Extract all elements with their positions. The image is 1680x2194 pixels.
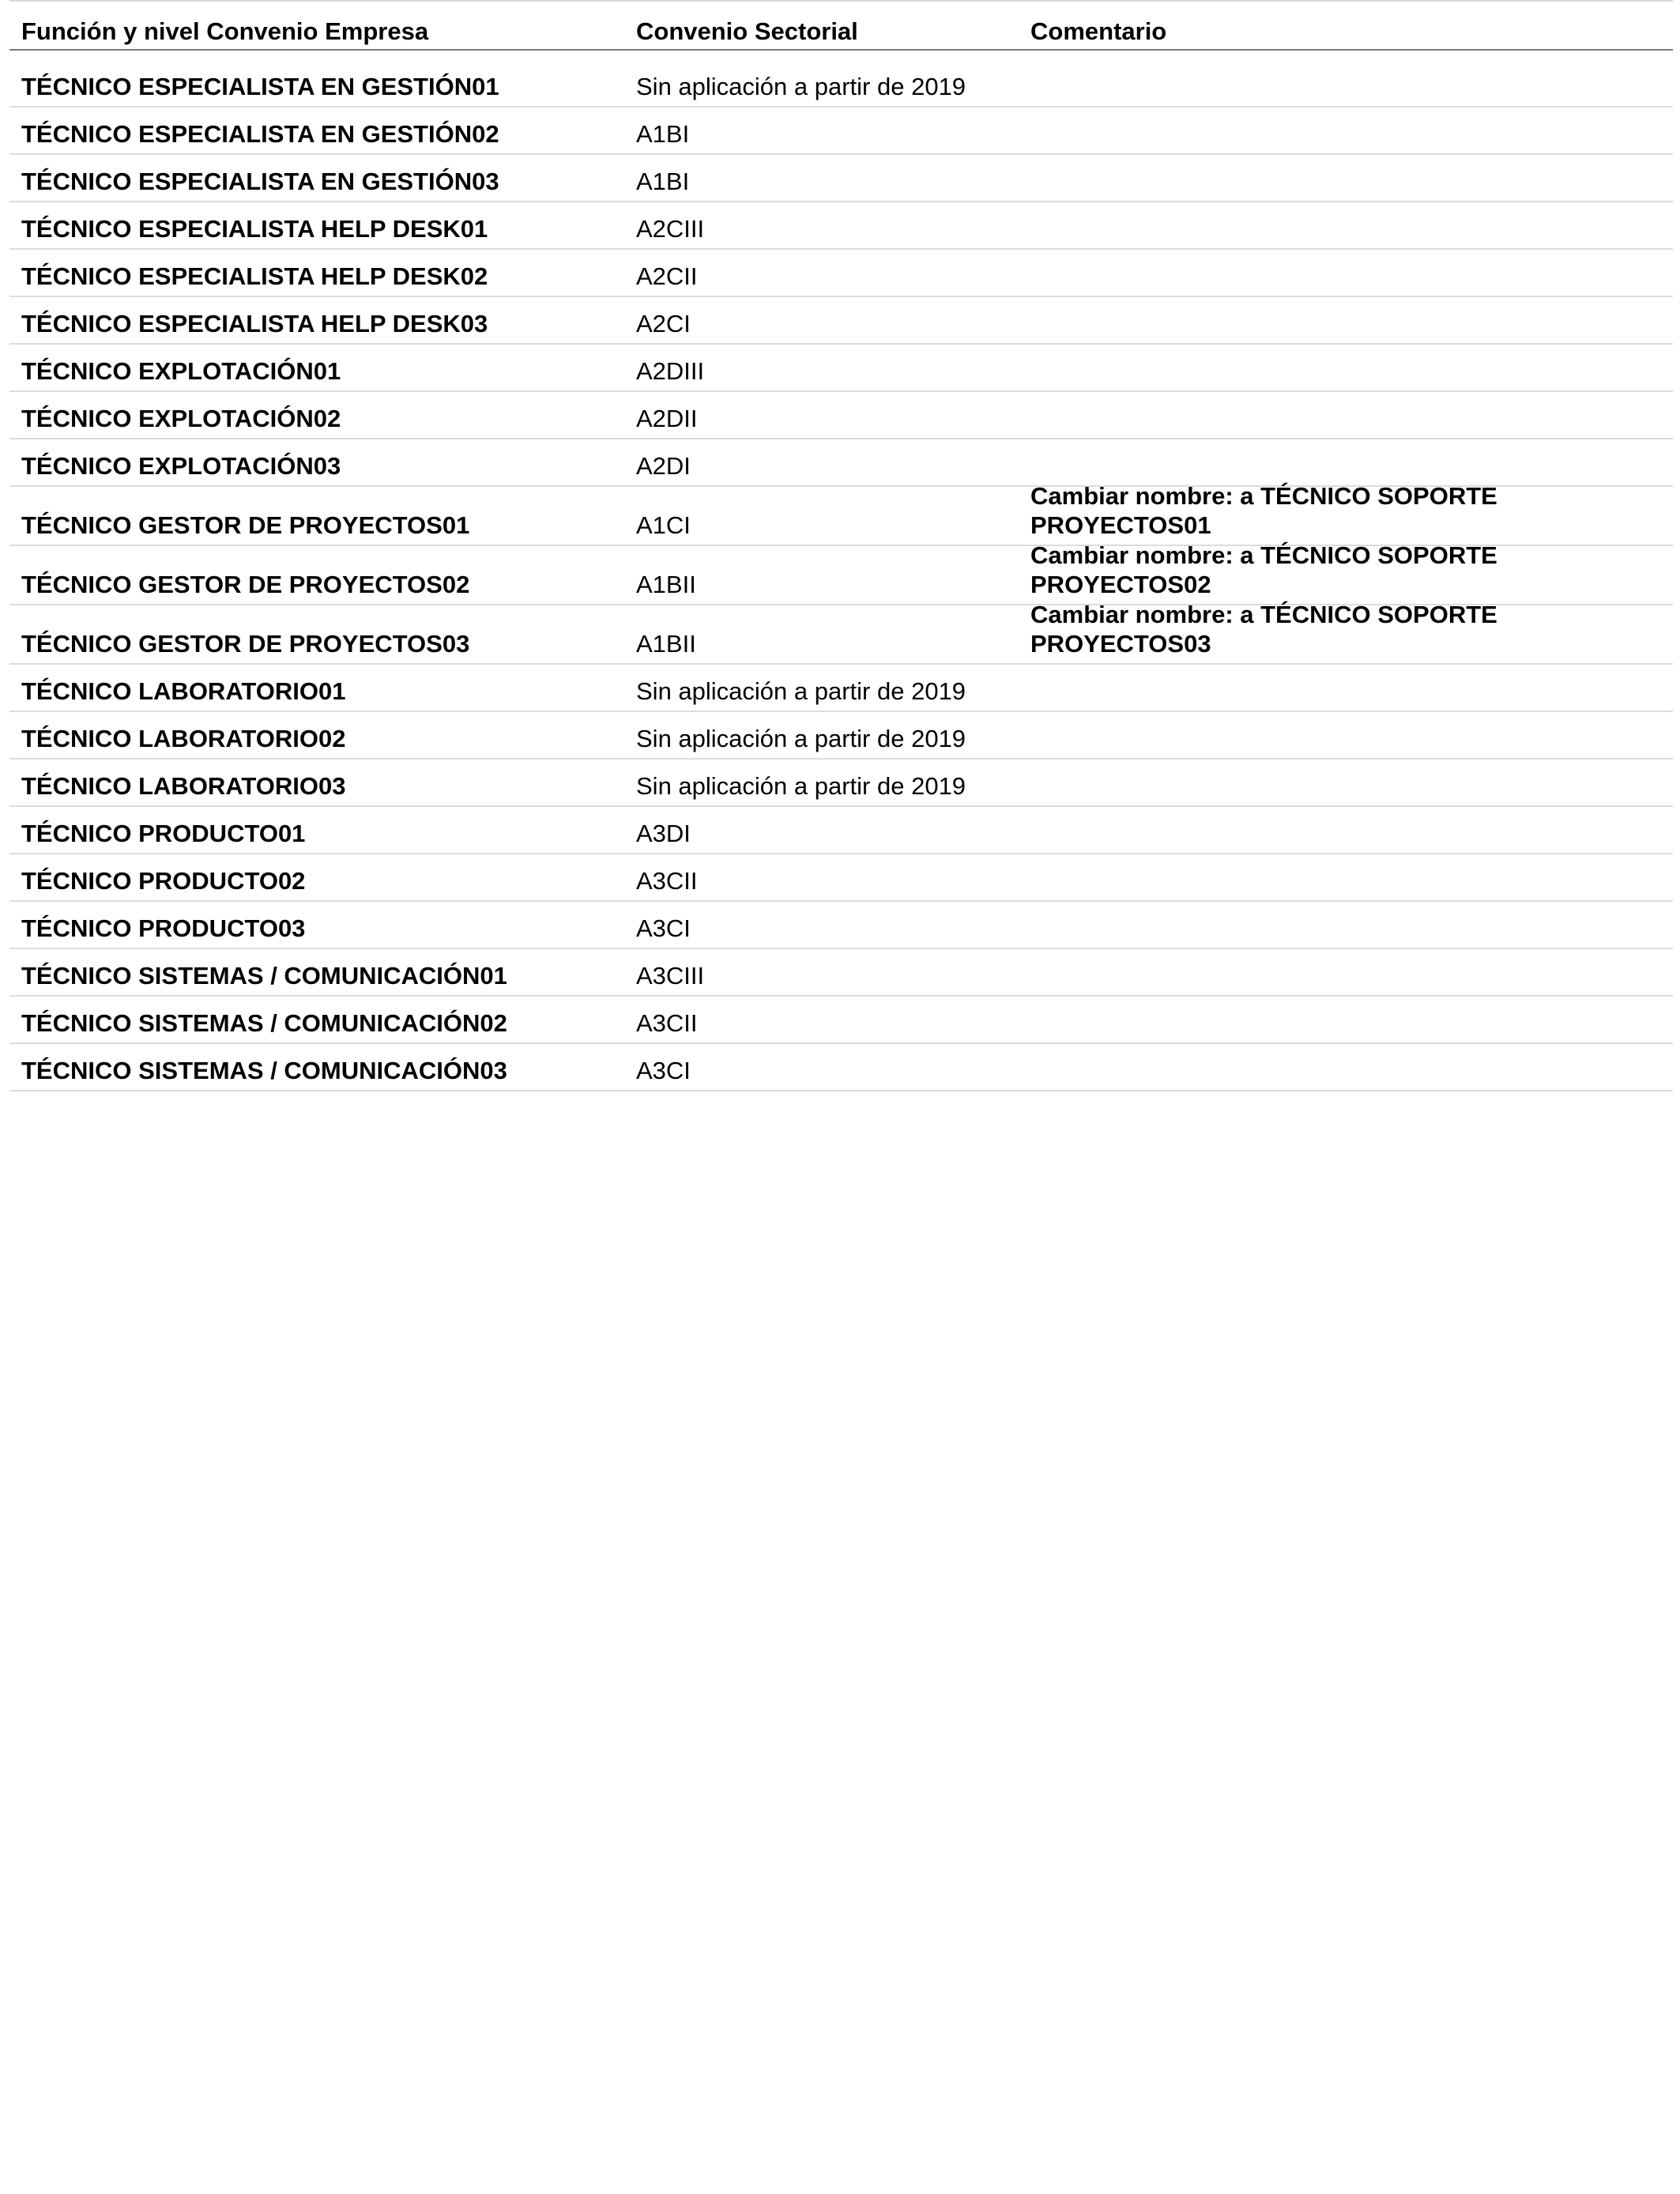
cell-funcion: TÉCNICO LABORATORIO03	[21, 772, 346, 800]
cell-funcion: TÉCNICO SISTEMAS / COMUNICACIÓN02	[21, 1009, 507, 1037]
cell-funcion: TÉCNICO PRODUCTO03	[21, 914, 306, 942]
cell-funcion: TÉCNICO SISTEMAS / COMUNICACIÓN01	[21, 962, 507, 990]
cell-sectorial: A2CII	[636, 262, 698, 290]
table-row	[9, 541, 1673, 605]
header-funcion: Función y nivel Convenio Empresa	[21, 17, 429, 45]
table-row	[9, 250, 1673, 297]
table-row	[9, 297, 1673, 345]
table-row	[9, 482, 1673, 546]
cell-funcion: TÉCNICO ESPECIALISTA EN GESTIÓN03	[21, 168, 499, 195]
table-row	[9, 202, 1673, 250]
table-row	[9, 902, 1673, 949]
table-row	[9, 949, 1673, 997]
table-row	[9, 601, 1673, 665]
cell-sectorial: Sin aplicación a partir de 2019	[636, 677, 966, 705]
table-row	[9, 439, 1673, 487]
header-spacer	[9, 51, 1673, 60]
table-row	[9, 392, 1673, 439]
header-comentario: Comentario	[1030, 17, 1167, 45]
cell-comentario: Cambiar nombre: a TÉCNICO SOPORTE PROYECTOS03	[1030, 601, 1497, 658]
table-row	[9, 107, 1673, 155]
table-row	[9, 807, 1673, 854]
table-row	[9, 760, 1673, 807]
cell-funcion: TÉCNICO ESPECIALISTA EN GESTIÓN01	[21, 73, 499, 100]
table-row	[9, 997, 1673, 1044]
cell-funcion: TÉCNICO ESPECIALISTA HELP DESK03	[21, 310, 488, 337]
cell-sectorial: A3CI	[636, 1057, 691, 1084]
table-row	[9, 665, 1673, 712]
cell-sectorial: A3CII	[636, 1009, 698, 1037]
cell-funcion: TÉCNICO EXPLOTACIÓN03	[21, 452, 341, 480]
table-row	[9, 345, 1673, 392]
cell-sectorial: A2CIII	[636, 215, 705, 243]
table-row	[9, 712, 1673, 760]
table-row	[9, 1044, 1673, 1091]
cell-sectorial: Sin aplicación a partir de 2019	[636, 73, 966, 100]
cell-sectorial: A1BII	[636, 630, 696, 658]
cell-sectorial: A3DI	[636, 820, 691, 847]
cell-sectorial: Sin aplicación a partir de 2019	[636, 725, 966, 752]
cell-funcion: TÉCNICO GESTOR DE PROYECTOS02	[21, 571, 470, 598]
cell-sectorial: A2DIII	[636, 357, 705, 385]
cell-sectorial: A1CI	[636, 511, 691, 539]
cell-sectorial: A3CII	[636, 867, 698, 895]
cell-funcion: TÉCNICO GESTOR DE PROYECTOS03	[21, 630, 470, 658]
header-sectorial: Convenio Sectorial	[636, 17, 858, 45]
cell-sectorial: A1BI	[636, 168, 690, 195]
cell-sectorial: A2DI	[636, 452, 691, 480]
cell-sectorial: A2CI	[636, 310, 691, 337]
cell-sectorial: Sin aplicación a partir de 2019	[636, 772, 966, 800]
table-row	[9, 155, 1673, 202]
cell-sectorial: A1BI	[636, 120, 690, 148]
cell-sectorial: A3CI	[636, 914, 691, 942]
cell-funcion: TÉCNICO LABORATORIO01	[21, 677, 346, 705]
cell-funcion: TÉCNICO GESTOR DE PROYECTOS01	[21, 511, 470, 539]
table-row	[9, 60, 1673, 107]
cell-sectorial: A3CIII	[636, 962, 705, 990]
cell-comentario: Cambiar nombre: a TÉCNICO SOPORTE PROYECTOS02	[1030, 541, 1497, 598]
table-header-row	[9, 2, 1673, 51]
cell-funcion: TÉCNICO ESPECIALISTA HELP DESK02	[21, 262, 488, 290]
cell-sectorial: A1BII	[636, 571, 696, 598]
cell-funcion: TÉCNICO PRODUCTO02	[21, 867, 306, 895]
cell-funcion: TÉCNICO EXPLOTACIÓN02	[21, 405, 341, 432]
cell-comentario: Cambiar nombre: a TÉCNICO SOPORTE PROYECTOS01	[1030, 482, 1497, 539]
cell-sectorial: A2DII	[636, 405, 698, 432]
convenio-table	[9, 2, 1673, 1091]
table-row	[9, 854, 1673, 902]
cell-funcion: TÉCNICO PRODUCTO01	[21, 820, 306, 847]
cell-funcion: TÉCNICO ESPECIALISTA EN GESTIÓN02	[21, 120, 499, 148]
cell-funcion: TÉCNICO ESPECIALISTA HELP DESK01	[21, 215, 488, 243]
cell-funcion: TÉCNICO SISTEMAS / COMUNICACIÓN03	[21, 1057, 507, 1084]
cell-funcion: TÉCNICO EXPLOTACIÓN01	[21, 357, 341, 385]
cell-funcion: TÉCNICO LABORATORIO02	[21, 725, 346, 752]
